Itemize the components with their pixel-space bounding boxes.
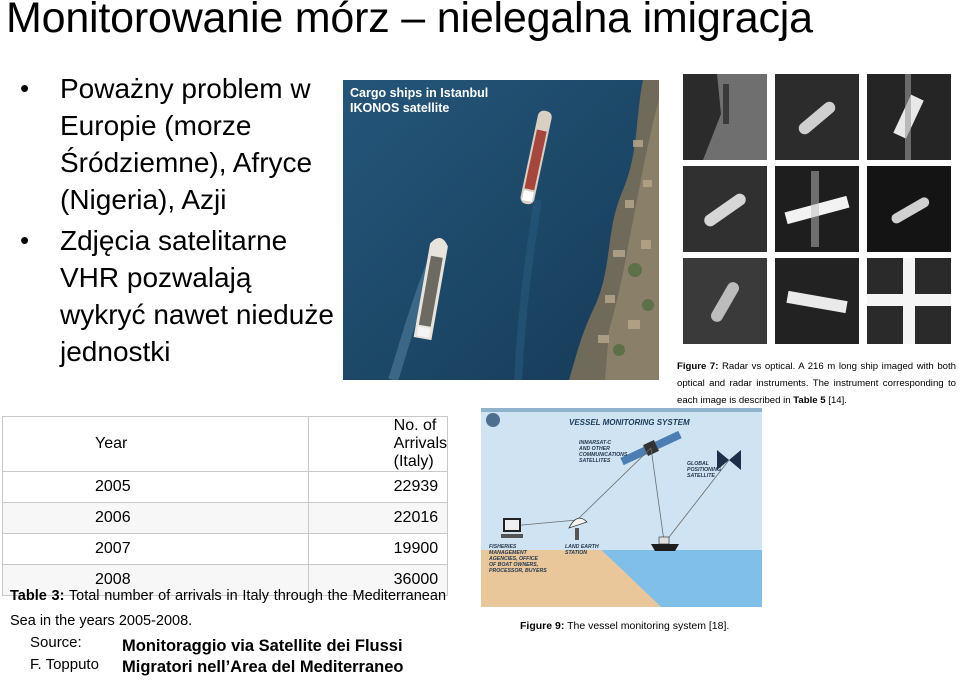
source-title-line2: Migratori nell’Area del Mediterraneo: [122, 658, 404, 676]
fisheries-label-1: FISHERIES: [489, 544, 517, 550]
radar-ship-graphic: [867, 74, 951, 160]
gps-label-2: POSITIONING: [687, 467, 722, 473]
station-label-1: LAND EARTH: [565, 544, 599, 550]
source-label-author: F. Topputo: [30, 656, 99, 673]
figure7-table-ref: Table 5: [793, 395, 826, 406]
radar-image-cell: [683, 258, 767, 344]
table-header-row: [3, 417, 448, 472]
optical-ship-graphic: [683, 74, 767, 160]
table-caption-text: Total number of arrivals in Italy through the Mediterranean Sea in the years 2005-2008.: [10, 588, 447, 629]
table-caption: [10, 584, 446, 634]
cell-arrivals: 19900: [308, 534, 447, 565]
vms-title: VESSEL MONITORING SYSTEM: [569, 418, 690, 427]
radar-ship-graphic: [683, 258, 767, 344]
radar-image-cell: [867, 258, 951, 344]
fisheries-label-4: OF BOAT OWNERS,: [489, 562, 539, 568]
comm-satellite-label-4: SATELLITES: [579, 458, 611, 464]
cell-year: 2006: [3, 503, 309, 534]
radar-optical-image-grid: [683, 74, 951, 344]
vessel-monitoring-diagram: [481, 408, 762, 607]
gps-label-3: SATELLITE: [687, 473, 715, 479]
satellite-caption-line2: IKONOS satellite: [350, 101, 450, 115]
radar-ship-graphic: [683, 166, 767, 252]
gps-label-1: GLOBAL: [687, 461, 709, 467]
cell-arrivals: 22016: [308, 503, 447, 534]
source-title: [122, 636, 403, 678]
header-year: Year: [3, 417, 309, 472]
table-row: [3, 472, 448, 503]
figure7-suffix: [14].: [825, 395, 847, 406]
arrivals-table: [2, 416, 448, 596]
radar-ship-graphic: [775, 74, 859, 160]
figure7-caption: [677, 358, 956, 409]
radar-ship-graphic: [775, 258, 859, 344]
figure9-label: Figure 9:: [520, 620, 565, 632]
comm-satellite-label-2: AND OTHER: [579, 446, 610, 452]
figure7-text: Radar vs optical. A 216 m long ship imaged with both optical and radar instruments. The instrument corresponding to each image is described in: [677, 361, 957, 406]
source-label-line1: Source:: [30, 634, 82, 651]
satellite-photo-graphic: [343, 80, 659, 380]
source-title-line1: Monitoraggio via Satellite dei Flussi: [122, 637, 403, 655]
figure9-text: The vessel monitoring system [18].: [564, 620, 730, 632]
figure7-label: Figure 7:: [677, 361, 719, 372]
cell-year: 2005: [3, 472, 309, 503]
table-row: [3, 534, 448, 565]
satellite-caption-line1: Cargo ships in Istanbul: [350, 86, 489, 100]
radar-ship-graphic: [867, 258, 951, 344]
slide-title: Monitorowanie mórz – nielegalna imigracja: [6, 0, 813, 42]
bullet-item: • Poważny problem w Europie (morze Śródziemne), Afryce (Nigeria), Azji: [14, 70, 344, 218]
cell-year: 2007: [3, 534, 309, 565]
radar-image-cell: [775, 166, 859, 252]
cell-arrivals: 22939: [308, 472, 447, 503]
vms-diagram-graphic: [481, 408, 762, 607]
bullet-item: • Zdjęcia satelitarne VHR pozwalają wykryć nawet nieduże jednostki: [14, 222, 344, 370]
fisheries-label-5: PROCESSOR, BUYERS: [489, 568, 547, 574]
fisheries-label-2: MANAGEMENT: [489, 550, 527, 556]
table-caption-label: Table 3:: [10, 588, 65, 604]
station-label-2: STATION: [565, 550, 587, 556]
radar-image-cell: [775, 258, 859, 344]
computer-icon: [501, 518, 523, 538]
optical-image-cell: [683, 74, 767, 160]
table-row: [3, 503, 448, 534]
cell-arrivals: 36000: [308, 565, 447, 596]
figure9-caption: [520, 620, 729, 632]
radar-image-cell: [867, 74, 951, 160]
header-arrivals: No. of Arrivals (Italy): [308, 417, 447, 472]
radar-ship-graphic: [775, 166, 859, 252]
comm-satellite-label-3: COMMUNICATIONS: [579, 452, 628, 458]
radar-image-cell: [775, 74, 859, 160]
fisheries-label-3: AGENCIES, OFFICE: [489, 556, 538, 562]
radar-image-cell: [867, 166, 951, 252]
source-label: [30, 632, 99, 676]
istanbul-satellite-image: [343, 80, 659, 380]
radar-ship-graphic: [867, 166, 951, 252]
cell-year: 2008: [3, 565, 309, 596]
radar-image-cell: [683, 166, 767, 252]
bullet-list: [14, 70, 344, 370]
comm-satellite-label-1: INMARSAT-C: [579, 440, 612, 446]
